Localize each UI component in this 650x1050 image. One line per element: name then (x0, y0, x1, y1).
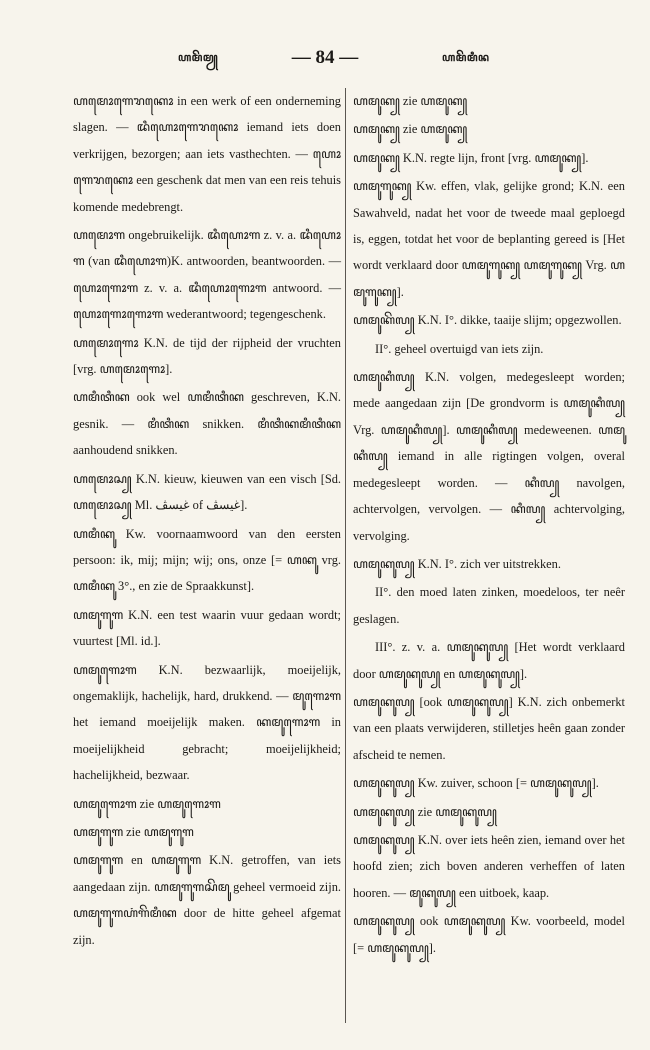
dictionary-entry: ꦲꦩꦸꦒꦸꦒ zie ꦲꦩꦸꦒꦸꦒ (73, 824, 194, 839)
dictionary-sense: II°. den moed laten zinken, moedeloos, ter neêr geslagen. (353, 585, 625, 626)
dictionary-entry: ꦲꦩꦸꦏꦸꦭ꧀ [ook ꦲꦩꦸꦏꦸꦭ꧀] K.N. zich onbemerkt van een plaats verwijderen, stilletjes heên gaan zonder afscheid te nemen. (353, 694, 625, 762)
dictionary-entry: ꦲꦩꦸꦏꦸꦭ꧀ ook ꦲꦩꦸꦏꦸꦭ꧀ Kw. voorbeeld, model [= ꦲꦩꦸꦏꦸꦭ꧀]. (353, 914, 625, 955)
column-divider (345, 88, 346, 1023)
running-head-left: ꦲꦩꦼꦩꦾ (178, 52, 219, 64)
running-head-right: ꦲꦩꦼꦩꦶꦤ (442, 52, 490, 64)
dictionary-entry: ꦲꦩꦸꦏꦸꦭ꧀ K.N. I°. zich ver uitstrekken. (353, 556, 561, 571)
dictionary-entry: ꦲꦩꦺꦴꦒꦺꦴ K.N. de tijd der rijpheid der vruchten [vrg. ꦲꦩꦺꦴꦒꦺꦴ]. (73, 335, 341, 377)
dictionary-entry: ꦲꦩꦸꦏ꧀ K.N. regte lijn, front [vrg. ꦲꦩꦸꦏ꧀]. (353, 150, 589, 165)
dictionary-entry: ꦲꦩꦸꦒꦸꦒ K.N. een test waarin vuur gedaan wordt; vuurtest [Ml. id.]. (73, 607, 341, 649)
dictionary-entry: ꦲꦩꦸꦏꦶꦭ꧀ K.N. volgen, medegesleept worden; mede aangedaan zijn [De grondvorm is ꦲꦩꦸꦏꦶꦭ꧀ Vrg. ꦲꦩꦸꦏꦶꦭ꧀]. ꦲꦩꦸꦏꦶꦭ꧀ medeweenen. ꦲꦩꦸꦏꦶꦭ꧀ iemand in alle rigtingen volgen, overal medegesleept worden. — ꦏꦶꦭ꧀ navolgen, achtervolgen, vervolgen. — ꦏꦶꦭ꧀ achtervolging, vervolging. (353, 370, 625, 543)
dictionary-sense: II°. geheel overtuigd van iets zijn. (375, 341, 544, 356)
dictionary-entry: ꦲꦩꦸꦒꦺꦴꦒ K.N. bezwaarlijk, moeijelijk, ongemaklijk, hachelijk, hard, drukkend. — ꦩꦸꦒꦺꦴꦒ het iemand moeijelijk maken. ꦏꦩꦸꦒꦺꦴꦒ in moeijelijkheid gebracht; moeijelijkheid; hachelijkheid, bezwaar. (73, 662, 341, 783)
dictionary-entry: ꦲꦩꦸꦏ꧀ zie ꦲꦩꦸꦏ꧀ (353, 94, 468, 108)
dictionary-entry: ꦲꦩꦸꦏ꧀ zie ꦲꦩꦸꦏ꧀ (353, 122, 468, 137)
right-column (353, 88, 625, 963)
dictionary-entry: ꦲꦩꦸꦒꦸꦏ꧀ Kw. effen, vlak, gelijke grond; K.N. een Sawahveld, nadat het voor de tweede maal geploegd is, eggen, totdat het voor de beplanting gereed is [Het wordt verklaard door ꦲꦩꦸꦒꦸꦏ꧀ ꦲꦩꦸꦒꦸꦏ꧀ Vrg. ꦲꦩꦸꦒꦸꦏ꧀]. (353, 179, 625, 299)
dictionary-entry: ꦲꦩꦸꦏꦸꦭ꧀ Kw. zuiver, schoon [= ꦲꦩꦸꦏꦸꦭ꧀]. (353, 776, 599, 791)
dictionary-entry: ꦲꦩꦸꦏꦸꦭ꧀ zie ꦲꦩꦸꦏꦸꦭ꧀ (353, 804, 497, 819)
dictionary-entry: ꦲꦩꦸꦏꦸꦭ꧀ K.N. over iets heên zien, iemand over het hoofd zien; zich boven anderen verheffen of laten hooren. — ꦩꦸꦏꦸꦭ꧀ een uitboek, kaap. (353, 832, 625, 900)
running-header (0, 47, 650, 74)
page-number: — 84 — (291, 47, 359, 68)
dictionary-entry: ꦲꦩꦸꦏꦼꦭ꧀ K.N. I°. dikke, taaije slijm; opgezwollen. (353, 313, 622, 328)
dictionary-entry: ꦲꦩꦺꦴꦱ꧀ K.N. kieuw, kieuwen van een visch [Sd. ꦲꦩꦺꦴꦱ꧀ Ml. غيسڤ of غيسڤ]. (73, 471, 341, 513)
dictionary-entry: ꦲꦩꦸꦒꦸꦒ en ꦲꦩꦸꦒꦸꦒ K.N. getroffen, van iets aangedaan zijn. ꦲꦩꦸꦒꦸꦒꦱꦼꦩꦸ geheel vermoeid zijn. ꦲꦩꦸꦒꦸꦒꦲꦁꦒꦼꦩꦶꦏ door de hitte geheel afgemat zijn. (73, 853, 341, 947)
dictionary-entry: ꦲꦩꦺꦴꦒ ongebruikelijk. ꦢꦶꦲꦺꦴꦒ z. v. a. ꦢꦶꦲꦺꦴꦒ (van ꦢꦶꦲꦺꦴꦒ)K. antwoorden, beantwoorden. — ꦲꦺꦴꦒꦺꦴꦒ z. v. a. ꦢꦶꦲꦺꦴꦒꦺꦴꦒ antwoord. — ꦲꦺꦴꦒꦺꦴꦒꦺꦴꦒ wederantwoord; tegengeschenk. (73, 228, 341, 322)
dictionary-entry: ꦲꦩꦶꦠꦶꦏ ook wel ꦲꦩꦶꦠꦶꦏ geschreven, K.N. gesnik. — ꦩꦶꦠꦶꦏ snikken. ꦩꦶꦠꦶꦏꦩꦶꦠꦶꦏ aanhoudend snikken. (73, 390, 341, 458)
dictionary-entry: ꦲꦩꦶꦏꦸ Kw. voornaamwoord van den eersten persoon: ik, mij; mijn; wij; ons, onze [= ꦲꦏꦸ vrg. ꦲꦩꦶꦏꦸ 3°., en zie de Spraakkunst]. (73, 526, 341, 594)
dictionary-sense: III°. z. v. a. ꦲꦩꦸꦏꦸꦭ꧀ [Het wordt verklaard door ꦲꦩꦸꦏꦸꦭ꧀ en ꦲꦩꦸꦏꦸꦭ꧀]. (353, 640, 625, 681)
left-column (73, 88, 341, 955)
dictionary-entry: ꦲꦩꦺꦴꦒꦺꦫꦏꦺꦴ in een werk of een onderneming slagen. — ꦢꦶꦲꦺꦴꦒꦺꦫꦏꦺꦴ iemand iets doen verkrijgen, bezorgen; aan iets vasthechten. — ꦲꦺꦴꦒꦺꦫꦏꦺꦴ een geschenk dat men van een reis tehuis komende medebrengt. (73, 94, 341, 214)
dictionary-entry: ꦲꦩꦸꦒꦺꦴꦒ zie ꦲꦩꦸꦒꦺꦴꦒ (73, 796, 221, 811)
